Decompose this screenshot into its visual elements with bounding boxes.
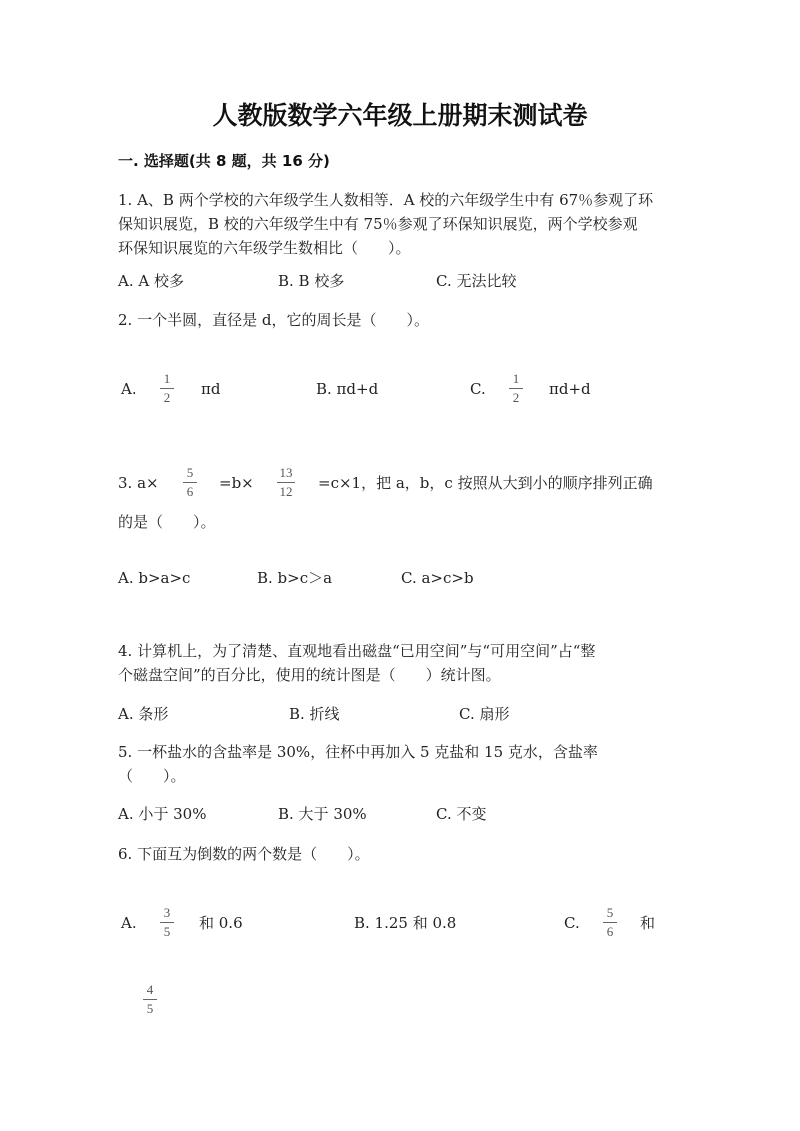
fraction-bar	[509, 388, 523, 389]
q6-option-c-tail: 和	[640, 914, 656, 932]
q3-option-b: B. b>c＞a	[257, 569, 333, 587]
q1-option-a: A. A 校多	[118, 272, 184, 290]
q6-option-c-label: C.	[564, 914, 580, 932]
q2-option-c-tail: πd+d	[549, 380, 591, 398]
q6-option-a-label: A.	[121, 914, 137, 932]
q4-option-c: C. 扇形	[459, 705, 510, 723]
fraction-denominator: 6	[186, 484, 194, 499]
q6-option-a-tail: 和 0.6	[199, 914, 243, 932]
q5-option-b: B. 大于 30%	[278, 805, 367, 823]
q3-middle: =b×	[219, 474, 254, 492]
q6-option-c-fraction	[603, 905, 617, 940]
q3-fraction-2	[277, 465, 295, 500]
q2-option-a-tail: πd	[201, 380, 221, 398]
question-4-line-2: 个磁盘空间”的百分比，使用的统计图是（ ）统计图。	[118, 666, 501, 684]
question-5	[118, 740, 678, 788]
q2-option-c-label: C.	[470, 380, 486, 398]
q6-option-b: B. 1.25 和 0.8	[354, 914, 457, 932]
fraction-numerator: 4	[146, 982, 154, 997]
q2-option-a-label: A.	[121, 380, 137, 398]
q4-option-a: A. 条形	[118, 705, 169, 723]
fraction-bar	[160, 388, 174, 389]
fraction-denominator: 5	[163, 924, 171, 939]
q3-prefix: 3. a×	[118, 474, 159, 492]
fraction-denominator: 6	[606, 924, 614, 939]
fraction-bar	[277, 482, 295, 483]
fraction-numerator: 5	[606, 905, 614, 920]
fraction-bar	[183, 482, 197, 483]
question-6: 6. 下面互为倒数的两个数是（ ）。	[118, 845, 370, 863]
fraction-numerator: 3	[163, 905, 171, 920]
q6-option-a-fraction	[160, 905, 174, 940]
q3-option-c: C. a>c>b	[401, 569, 474, 587]
section-heading: 一. 选择题(共 8 题，共 16 分)	[118, 152, 330, 170]
question-1-line-1: 1. A、B 两个学校的六年级学生人数相等．A 校的六年级学生中有 67％参观了环	[118, 191, 654, 209]
fraction-denominator: 2	[512, 390, 520, 405]
fraction-bar	[143, 999, 157, 1000]
q3-fraction-1	[183, 465, 197, 500]
q4-option-b: B. 折线	[289, 705, 340, 723]
q3-option-a: A. b>a>c	[118, 569, 191, 587]
q2-option-c-fraction	[509, 371, 523, 406]
fraction-bar	[603, 922, 617, 923]
question-4	[118, 639, 678, 687]
q1-option-c: C. 无法比较	[436, 272, 517, 290]
question-5-line-1: 5. 一杯盐水的含盐率是 30%，往杯中再加入 5 克盐和 15 克水，含盐率	[118, 743, 598, 761]
question-1	[118, 188, 678, 260]
q3-suffix: =c×1，把 a，b，c 按照从大到小的顺序排列正确	[318, 474, 653, 492]
question-5-line-2: （ ）。	[118, 767, 186, 785]
q6-option-c-fraction-2	[143, 982, 157, 1017]
fraction-denominator: 12	[279, 484, 293, 499]
fraction-numerator: 5	[186, 465, 194, 480]
fraction-denominator: 5	[146, 1001, 154, 1016]
q3-line-2: 的是（ ）。	[118, 513, 216, 531]
question-2: 2. 一个半圆，直径是 d，它的周长是（ ）。	[118, 311, 429, 329]
question-1-line-2: 保知识展览，B 校的六年级学生中有 75％参观了环保知识展览，两个学校参观	[118, 215, 638, 233]
q2-option-a-fraction	[160, 371, 174, 406]
question-1-line-3: 环保知识展览的六年级学生数相比（ ）。	[118, 239, 411, 257]
fraction-numerator: 13	[279, 465, 293, 480]
question-4-line-1: 4. 计算机上，为了清楚、直观地看出磁盘“已用空间”与“可用空间”占“整	[118, 642, 596, 660]
q5-option-c: C. 不变	[436, 805, 487, 823]
fraction-numerator: 1	[163, 371, 171, 386]
fraction-numerator: 1	[512, 371, 520, 386]
q2-option-b: B. πd+d	[316, 380, 379, 398]
q5-option-a: A. 小于 30%	[118, 805, 207, 823]
page-title: 人教版数学六年级上册期末测试卷	[212, 101, 588, 130]
q1-option-b: B. B 校多	[278, 272, 345, 290]
fraction-denominator: 2	[163, 390, 171, 405]
fraction-bar	[160, 922, 174, 923]
